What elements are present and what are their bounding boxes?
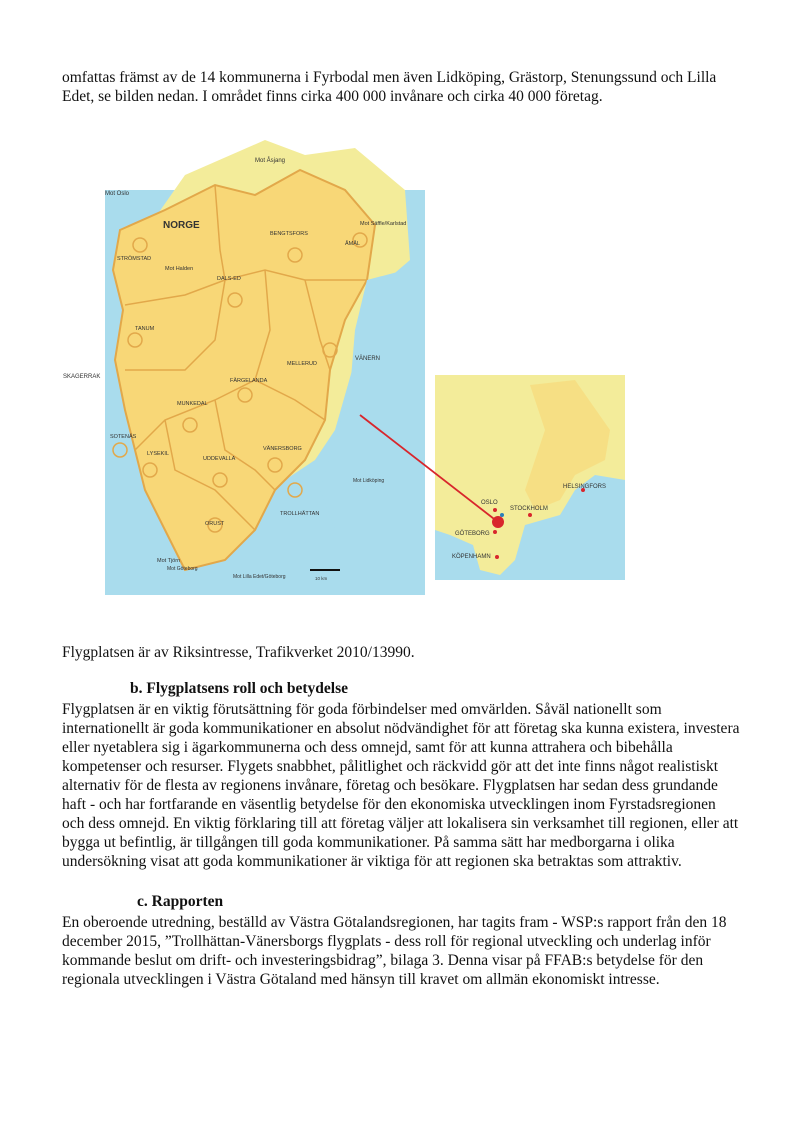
section-c-heading: c. Rapporten bbox=[137, 893, 224, 910]
label-munkedal: MUNKEDAL bbox=[177, 401, 208, 407]
label-mot-goteborg: Mot Göteborg bbox=[167, 566, 198, 572]
section-b-body: Flygplatsen är en viktig förutsättning för goda förbindelser med omvärlden. Såväl nationellt som internationellt är goda kommunikationer en absolut nödvändighet för att företag ska kunna existera, investera eller nyetablera sig i ägarkommunerna och dess omnejd, samt för att kunna attrahera och bibehålla kompetenser och resurser. Flygets snabbhet, pålitlighet och räckvidd gör att det inte finns något realistiskt alternativ för de flesta av regionens invånare, företag och besökare. Flygplatsen har sedan dess grundande haft - och har fortfarande en väsentlig betydelse för den ekonomiska utvecklingen inom Fyrstadsregionen och dess omnejd. En viktig förklaring till att företag väljer att lokalisera sin verksamhet till regionen, eller att bygga ut befintlig, är tillgången till goda kommunikationer. På samma sätt har medborgarna i olika undersökning visat att goda kommunikationer är viktiga för att regionen ska betraktas som attraktiv. bbox=[62, 701, 740, 870]
label-dals-ed: DALS-ED bbox=[217, 276, 241, 282]
map-caption: Flygplatsen är av Riksintresse, Trafikverket 2010/13990. bbox=[62, 644, 415, 661]
label-skagerrak: SKAGERRAK bbox=[63, 374, 101, 380]
inset-map bbox=[435, 375, 625, 580]
label-sotenas: SOTENÄS bbox=[110, 434, 137, 440]
inset-label-stockholm: STOCKHOLM bbox=[510, 506, 548, 512]
label-scale: 10 km bbox=[315, 576, 328, 581]
label-mot-tjorn: Mot Tjörn bbox=[157, 558, 181, 564]
intro-paragraph: omfattas främst av de 14 kommunerna i Fyrbodal men även Lidköping, Grästorp, Stenungssund och Lilla Edet, se bilden nedan. I området finns cirka 400 000 invånare och cirka 40 000 företag. bbox=[62, 69, 717, 105]
label-mellerud: MELLERUD bbox=[287, 361, 317, 367]
label-bengtsfors: BENGTSFORS bbox=[270, 231, 308, 237]
inset-label-goteborg: GÖTEBORG bbox=[455, 531, 490, 537]
label-vanern: VÄNERN bbox=[355, 356, 381, 362]
section-b-heading: b. Flygplatsens roll och betydelse bbox=[130, 680, 349, 697]
label-uddevalla: UDDEVALLA bbox=[203, 456, 236, 462]
label-fargelanda: FÄRGELANDA bbox=[230, 378, 268, 384]
label-mot-oslo: Mot Oslo bbox=[105, 191, 130, 197]
label-trollhattan: TROLLHÄTTAN bbox=[280, 511, 320, 517]
label-mot-saffle: Mot Säffle/Karlstad bbox=[360, 221, 407, 227]
label-stromstad: STRÖMSTAD bbox=[117, 256, 152, 262]
label-mot-halden: Mot Halden bbox=[165, 266, 194, 272]
label-orust: ORUST bbox=[205, 521, 225, 527]
label-vanersborg: VÄNERSBORG bbox=[263, 446, 302, 452]
inset-label-oslo: OSLO bbox=[481, 500, 498, 506]
label-mot-lilla-edet: Mot Lilla Edet/Göteborg bbox=[233, 574, 286, 580]
label-amal: ÅMÅL bbox=[345, 241, 360, 247]
label-mot-lidkoping: Mot Lidköping bbox=[353, 478, 385, 484]
label-lysekil: LYSEKIL bbox=[147, 451, 169, 457]
label-mot-asjang: Mot Åsjang bbox=[255, 158, 286, 164]
section-c-body: En oberoende utredning, beställd av Västra Götalandsregionen, har tagits fram - WSP:s rapport från den 18 december 2015, ”Trollhättan-Vänersborgs flygplats - dess roll för regional utveckling och underlag inför kommande beslut om drift- och investeringsbidrag”, bilaga 3. Denna visar på FFAB:s betydelse för den regionala utvecklingen i Västra Götaland med hänsyn till kravet om allmän ekonomiskt intresse. bbox=[62, 914, 727, 988]
label-tanum: TANUM bbox=[135, 326, 155, 332]
label-norge: NORGE bbox=[163, 220, 200, 231]
region-map bbox=[63, 130, 625, 595]
inset-label-kopenhamn: KÖPENHAMN bbox=[452, 554, 491, 560]
inset-label-helsingfors: HELSINGFORS bbox=[563, 484, 607, 490]
